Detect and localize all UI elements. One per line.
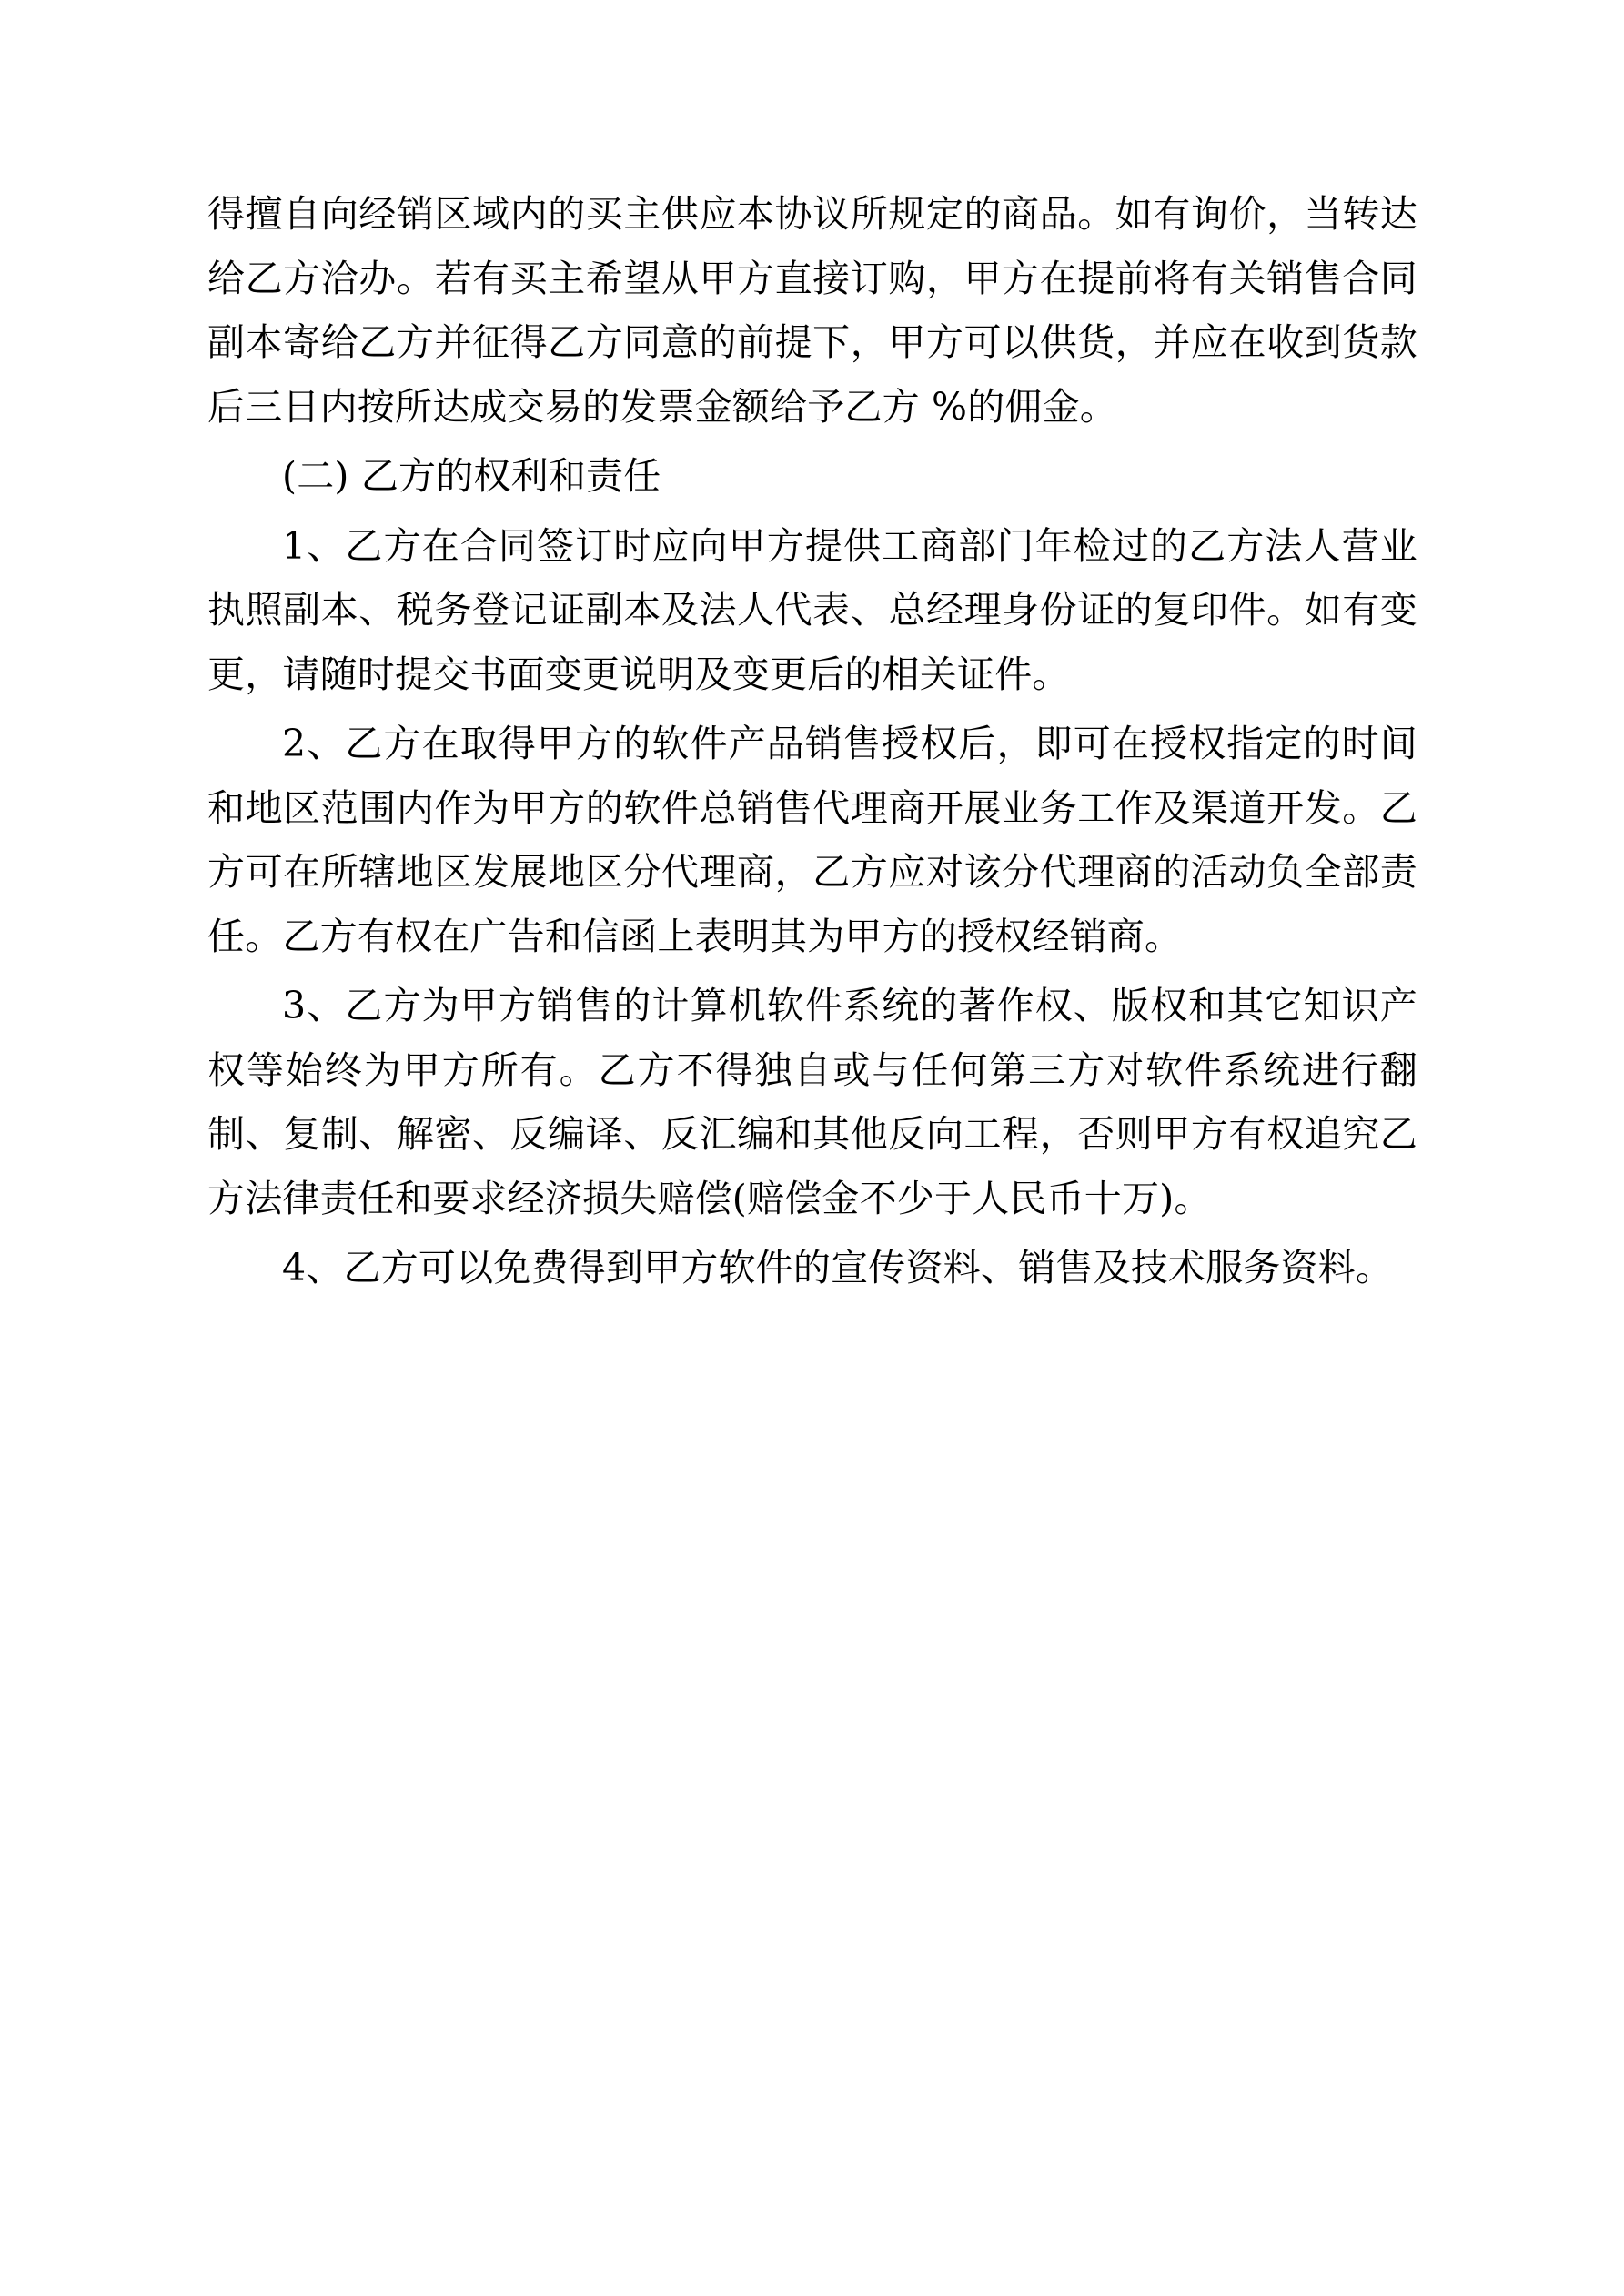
paragraph-item-1: 1、乙方在合同签订时应向甲方提供工商部门年检过的乙方法人营业执照副本、税务登记证副本及法人代表、总经理身份证的复印件。如有变更，请随时提交书面变更说明及变更后的相关证件。 — [207, 523, 1417, 696]
paragraph-item-3: 3、乙方为甲方销售的计算机软件系统的著作权、版权和其它知识产权等始终为甲方所有。乙方不得独自或与任何第三方对软件系统进行翻制、复制、解密、反编译、反汇编和其他反向工程，否则甲方有权追究乙方法律责任和要求经济损失赔偿(赔偿金不少于人民币十万)。 — [207, 984, 1417, 1220]
paragraph-section-heading: (二) 乙方的权利和责任 — [282, 454, 661, 499]
paragraph-continuation: 得擅自向经销区域内的买主供应本协议所规定的商品。如有询价，当转达给乙方洽办。若有买主希望从甲方直接订购，甲方在提前将有关销售合同副本寄给乙方并征得乙方同意的前提下，甲方可以供货，并应在收到货款后三日内按所达成交易的发票金额给予乙方 %的佣金。 — [207, 192, 1417, 429]
paragraph-item-4: 4、乙方可以免费得到甲方软件的宣传资料、销售及技术服务资料。 — [282, 1246, 1394, 1290]
paragraph-item-2: 2、乙方在取得甲方的软件产品销售授权后，即可在授权指定的时间和地区范围内作为甲方的软件总销售代理商开展业务工作及渠道开发。乙方可在所辖地区发展地区分代理商，乙方应对该分代理商的活动负全部责任。乙方有权在广告和信函上表明其为甲方的授权经销商。 — [207, 722, 1417, 958]
document-body — [207, 182, 1417, 1306]
